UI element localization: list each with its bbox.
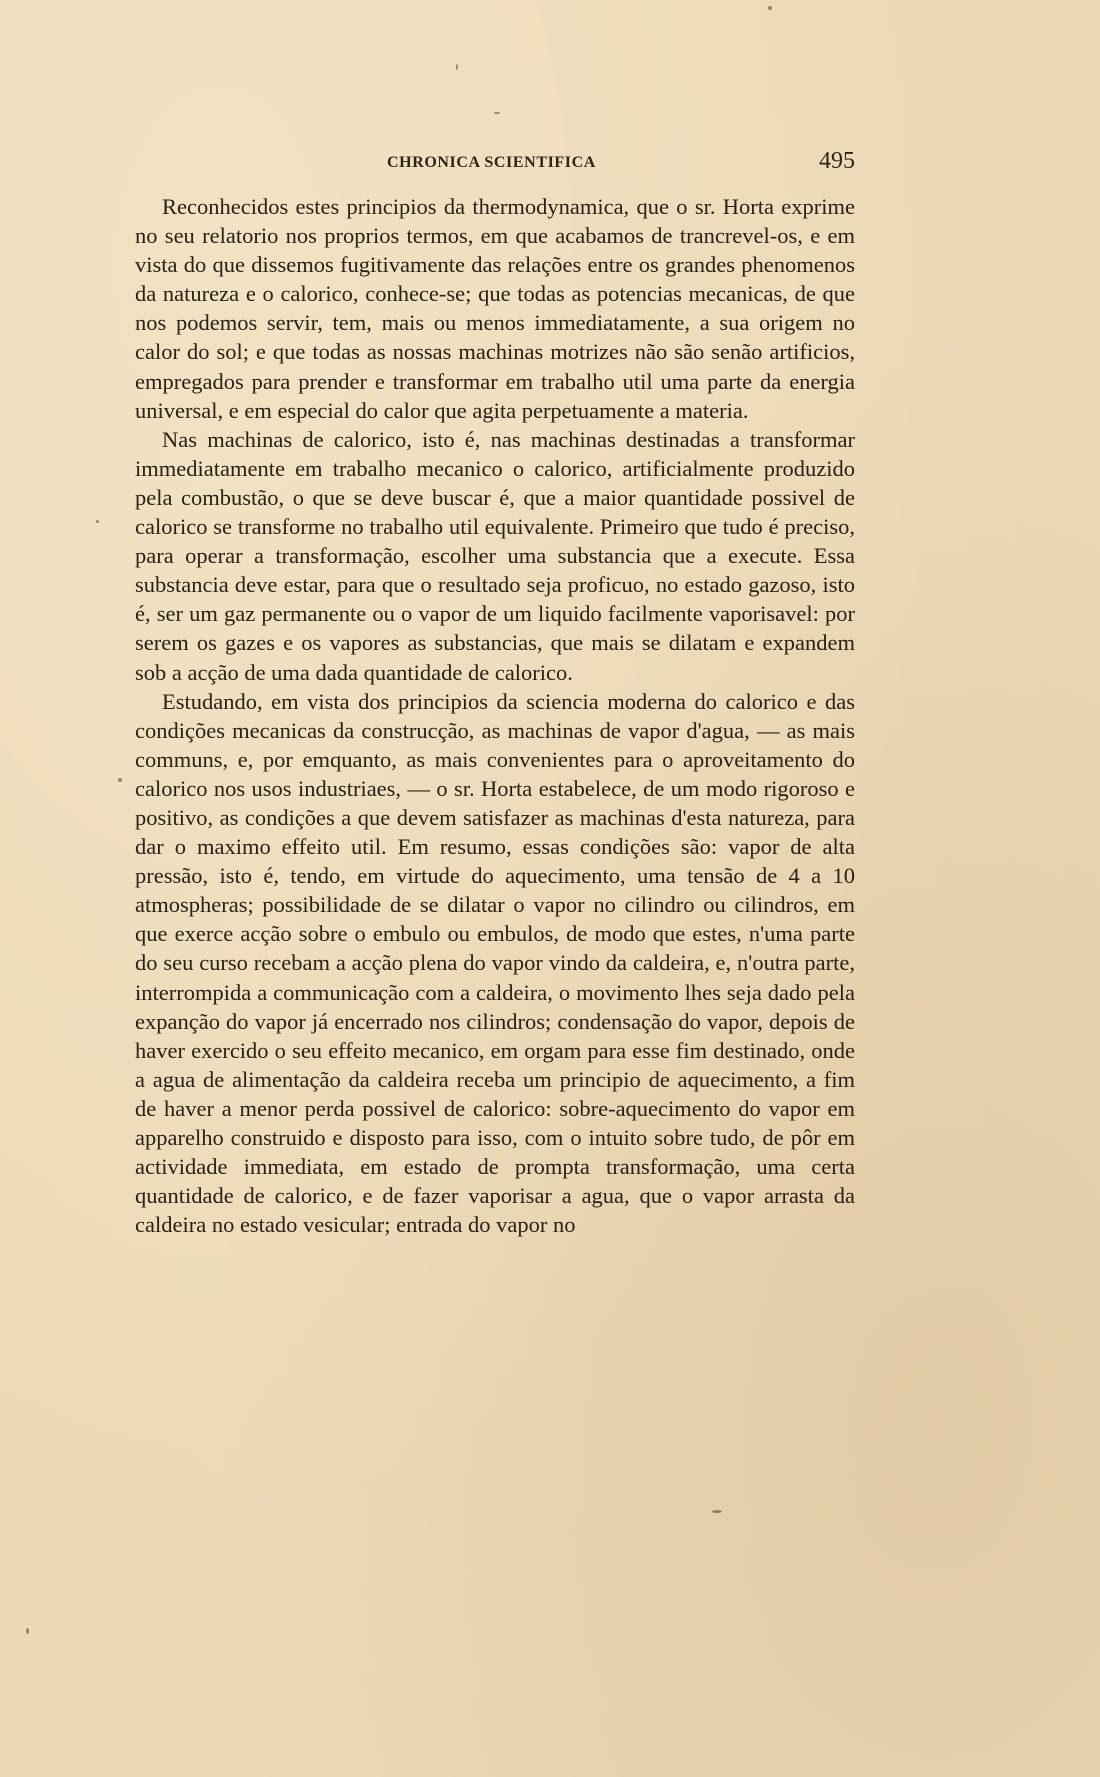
- scan-speck: [26, 1628, 29, 1634]
- scan-speck: [456, 64, 458, 70]
- scan-speck: [768, 6, 772, 10]
- paragraph-1: Reconhecidos estes principios da thermodynamica, que o sr. Horta exprime no seu relatorio nos proprios termos, em que acabamos de trancrevel-os, e em vista do que dissemos fugitivamente das relações entre os grandes phenomenos da natureza e o calorico, conhece-se; que todas as potencias mecanicas, de que nos podemos servir, tem, mais ou menos immediatamente, a sua origem no calor do sol; e que todas as nossas machinas motrizes não são senão artificios, empregados para prender e transformar em trabalho util uma parte da energia universal, e em especial do calor que agita perpetuamente a materia.: [135, 194, 855, 423]
- scan-speck: [118, 778, 122, 782]
- scan-speck: [712, 1510, 722, 1513]
- body-text: [135, 192, 855, 1239]
- paragraph-3: Estudando, em vista dos principios da sciencia moderna do calorico e das condições mecanicas da construcção, as machinas de vapor d'agua, — as mais communs, e, por emquanto, as mais convenientes para o aproveitamento do calorico nos usos industriaes, — o sr. Horta estabelece, de um modo rigoroso e positivo, as condições a que devem satisfazer as machinas d'esta natureza, para dar o maximo effeito util. Em resumo, essas condições são: vapor de alta pressão, isto é, tendo, em virtude do aquecimento, uma tensão de 4 a 10 atmospheras; possibilidade de se dilatar o vapor no cilindro ou cilindros, em que exerce acção sobre o embulo ou embulos, de modo que estes, n'uma parte do seu curso recebam a acção plena do vapor vindo da caldeira, e, n'outra parte, interrompida a communicação com a caldeira, o movimento lhes seja dado pela expanção do vapor já encerrado nos cilindros; condensação do vapor, depois de haver exercido o seu effeito mecanico, em orgam para esse fim destinado, onde a agua de alimentação da caldeira receba um principio de aquecimento, a fim de haver a menor perda possivel de calorico: sobre-aquecimento do vapor em apparelho construido e disposto para isso, com o intuito sobre tudo, de pôr em actividade immediata, em estado de prompta transformação, uma certa quantidade de calorico, e de fazer vaporisar a agua, que o vapor arrasta da caldeira no estado vesicular; entrada do vapor no: [135, 688, 855, 1238]
- page-number: 495: [819, 148, 855, 174]
- paragraph-2: Nas machinas de calorico, isto é, nas machinas destinadas a transformar immediatamente em trabalho mecanico o calorico, artificialmente produzido pela combustão, o que se deve buscar é, que a maior quantidade possivel de calorico se transforme no trabalho util equivalente. Primeiro que tudo é preciso, para operar a transformação, escolher uma substancia que a execute. Essa substancia deve estar, para que o resultado seja proficuo, no estado gazoso, isto é, ser um gaz permanente ou o vapor de um liquido facilmente vaporisavel: por serem os gazes e os vapores as substancias, que mais se dilatam e expandem sob a acção de uma dada quantidade de calorico.: [135, 426, 855, 685]
- scan-speck: [494, 112, 500, 114]
- scan-speck: [96, 520, 99, 523]
- running-title: CHRONICA SCIENTIFICA: [387, 154, 596, 171]
- page-header: [135, 148, 855, 178]
